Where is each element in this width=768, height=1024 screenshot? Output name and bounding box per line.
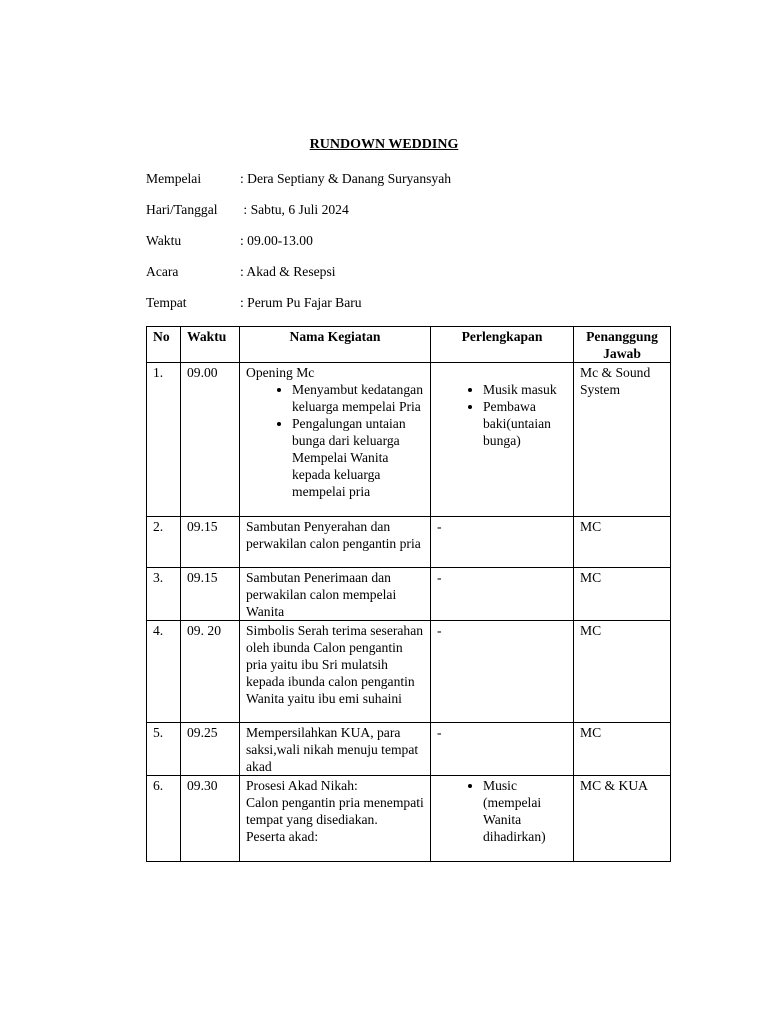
cell-no: 5. (147, 723, 181, 776)
header-nama-kegiatan: Nama Kegiatan (240, 327, 431, 363)
info-label: Tempat (146, 295, 187, 310)
kegiatan-line: Peserta akad: (246, 829, 319, 844)
info-value: : Akad & Resepsi (240, 264, 336, 279)
cell-no: 3. (147, 568, 181, 621)
cell-no: 4. (147, 621, 181, 723)
cell-penanggung-jawab: MC (574, 621, 671, 723)
cell-no: 2. (147, 517, 181, 568)
header-penanggung-jawab: Penanggung Jawab (574, 327, 671, 363)
table-row (147, 568, 671, 621)
cell-waktu: 09.15 (181, 517, 240, 568)
info-value: : Perum Pu Fajar Baru (240, 295, 362, 310)
table-row (147, 621, 671, 723)
info-label: Waktu (146, 233, 182, 248)
table-row (147, 363, 671, 517)
cell-penanggung-jawab: MC & KUA (574, 776, 671, 862)
cell-no: 1. (147, 363, 181, 517)
table-header-row (147, 327, 671, 363)
cell-kegiatan (240, 776, 431, 862)
cell-penanggung-jawab: MC (574, 723, 671, 776)
cell-penanggung-jawab: Mc & Sound System (574, 363, 671, 517)
kegiatan-line: Calon pengantin pria menempati tempat yang disediakan. (246, 795, 424, 827)
cell-kegiatan: Sambutan Penyerahan dan perwakilan calon pengantin pria (240, 517, 431, 568)
cell-waktu: 09.00 (181, 363, 240, 517)
info-value: : Sabtu, 6 Juli 2024 (240, 202, 349, 217)
cell-no: 6. (147, 776, 181, 862)
header-perlengkapan: Perlengkapan (431, 327, 574, 363)
list-item: • Menyambut kedatangan keluarga mempelai Pria (292, 381, 424, 415)
info-tempat (146, 294, 362, 312)
list-item: • Pembawa baki(untaian bunga) (483, 398, 567, 449)
list-item: • Musik masuk (483, 381, 567, 398)
info-label: Hari/Tanggal (146, 202, 218, 217)
list-item: • Music (mempelai Wanita dihadirkan) (483, 777, 567, 845)
info-label: Mempelai (146, 171, 202, 186)
kegiatan-text: Opening Mc (246, 365, 315, 380)
cell-kegiatan: Simbolis Serah terima seserahan oleh ibunda Calon pengantin pria yaitu ibu Sri mulatsih kepada ibunda calon pengantin Wanita yaitu ibu emi suhaini (240, 621, 431, 723)
info-mempelai (146, 170, 451, 188)
perlengkapan-list (437, 777, 567, 845)
document-title: RUNDOWN WEDDING (309, 137, 459, 152)
cell-penanggung-jawab: MC (574, 568, 671, 621)
list-item: • Pengalungan untaian bunga dari keluarga Mempelai Wanita kepada keluarga mempelai pria (292, 415, 424, 500)
header-no: No (147, 327, 181, 363)
cell-waktu: 09. 20 (181, 621, 240, 723)
cell-kegiatan: Sambutan Penerimaan dan perwakilan calon mempelai Wanita (240, 568, 431, 621)
cell-perlengkapan: - (431, 723, 574, 776)
perlengkapan-list (437, 381, 567, 449)
cell-perlengkapan (431, 363, 574, 517)
cell-waktu: 09.25 (181, 723, 240, 776)
table-row (147, 776, 671, 862)
cell-penanggung-jawab: MC (574, 517, 671, 568)
table-row (147, 517, 671, 568)
rundown-table (146, 326, 671, 862)
cell-waktu: 09.15 (181, 568, 240, 621)
info-hari-tanggal (146, 201, 349, 219)
cell-perlengkapan: - (431, 621, 574, 723)
info-waktu (146, 232, 313, 250)
cell-perlengkapan: - (431, 568, 574, 621)
cell-perlengkapan: - (431, 517, 574, 568)
table-row (147, 723, 671, 776)
info-value: : 09.00-13.00 (240, 233, 313, 248)
kegiatan-list (246, 381, 424, 500)
info-acara (146, 263, 336, 281)
cell-waktu: 09.30 (181, 776, 240, 862)
cell-perlengkapan (431, 776, 574, 862)
info-value: : Dera Septiany & Danang Suryansyah (240, 171, 452, 186)
cell-kegiatan (240, 363, 431, 517)
header-waktu: Waktu (181, 327, 240, 363)
info-label: Acara (146, 264, 179, 279)
kegiatan-line: Prosesi Akad Nikah: (246, 778, 358, 793)
cell-kegiatan: Mempersilahkan KUA, para saksi,wali nikah menuju tempat akad (240, 723, 431, 776)
